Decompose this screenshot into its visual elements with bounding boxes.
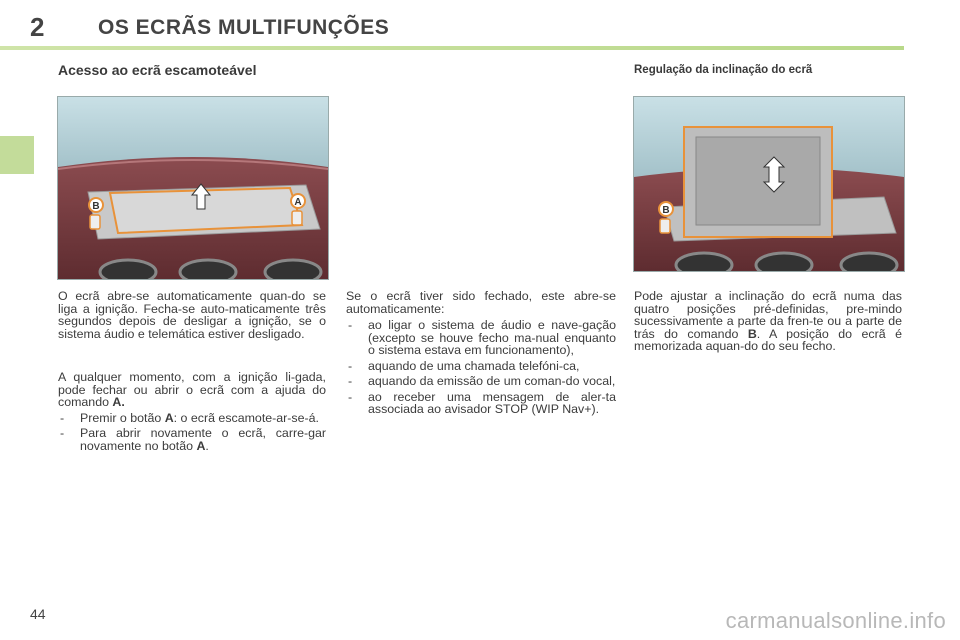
header-rule xyxy=(0,46,904,50)
bullet-text-end: . xyxy=(205,438,209,453)
bullet-text: aquando da emissão de um coman-do vocal, xyxy=(368,374,616,388)
list-item: - Para abrir novamente o ecrã, carre-gar novamente no botão A. xyxy=(60,426,326,453)
list-item: - Premir o botão A: o ecrã escamote-ar-se-á. xyxy=(60,410,319,425)
paragraph-open-auto: O ecrã abre-se automaticamente quan-do se liga a ignição. Fecha-se auto-maticamente três segundos depois de desligar a ignição, se o sistema áudio e telemática estiver desligado. xyxy=(58,289,326,341)
paragraph-auto-open-intro: Se o ecrã tiver sido fechado, este abre-se automaticamente: xyxy=(346,289,616,316)
column-right xyxy=(634,290,902,353)
paragraph-any-moment-text: A qualquer momento, com a ignição li-gada, pode fechar ou abrir o ecrã com a ajuda do comando xyxy=(58,370,326,409)
list-item: - aquando da emissão de um coman-do vocal, xyxy=(348,374,616,388)
command-b-ref: B xyxy=(747,326,757,341)
paragraph-tilt-end: . A posição do ecrã é memorizada aquan-do do seu fecho. xyxy=(634,326,902,353)
chapter-number: 2 xyxy=(30,12,45,42)
button-a-ref: A xyxy=(164,410,174,425)
photo-screen-tilt xyxy=(633,96,905,272)
chapter-title: OS ECRÃS MULTIFUNÇÕES xyxy=(98,16,390,39)
dashboard-illustration-tilt xyxy=(634,97,904,271)
bullet-text: Para abrir novamente o ecrã, carre-gar novamente no botão xyxy=(80,426,326,453)
label-a: A xyxy=(294,197,302,208)
watermark: carmanualsonline.info xyxy=(725,608,946,633)
page-number: 44 xyxy=(30,606,46,622)
label-b-tilt: B xyxy=(662,205,670,216)
label-b: B xyxy=(92,201,100,212)
chapter-side-tab xyxy=(0,136,34,174)
command-a-ref: A. xyxy=(112,395,125,409)
button-a-ref: A xyxy=(196,438,206,453)
photo-screen-closed xyxy=(57,96,329,280)
bullet-text: ao ligar o sistema de áudio e nave-gação (excepto se houve fecho ma-nual enquanto o sistema estava em funcionamento), xyxy=(368,318,616,357)
column-middle xyxy=(346,290,616,416)
list-item: - ao ligar o sistema de áudio e nave-gação (excepto se houve fecho ma-nual enquanto o sistema estava em funcionamento), xyxy=(348,318,616,357)
section-heading-access: Acesso ao ecrã escamoteável xyxy=(58,62,257,78)
bullet-text: Premir o botão xyxy=(80,410,165,425)
list-item: - ao receber uma mensagem de aler-ta associada ao avisador STOP (WIP Nav+). xyxy=(348,389,616,416)
section-heading-tilt: Regulação da inclinação do ecrã xyxy=(634,64,813,76)
paragraph-tilt xyxy=(634,290,902,353)
column-left xyxy=(58,290,326,452)
dashboard-illustration-closed xyxy=(58,97,328,279)
list-item: - aquando de uma chamada telefóni-ca, xyxy=(348,358,580,373)
bullet-text-end: : o ecrã escamote-ar-se-á. xyxy=(173,410,319,425)
bullet-text: aquando de uma chamada telefóni-ca, xyxy=(368,358,580,373)
paragraph-any-moment xyxy=(58,371,326,409)
bullet-text: ao receber uma mensagem de aler-ta associada ao avisador STOP (WIP Nav+). xyxy=(368,389,616,416)
paragraph-tilt-text: Pode ajustar a inclinação do ecrã numa das quatro posições pré-definidas, pre-mindo sucessivamente a parte da fren-te ou a parte de trás do comando xyxy=(634,289,902,341)
